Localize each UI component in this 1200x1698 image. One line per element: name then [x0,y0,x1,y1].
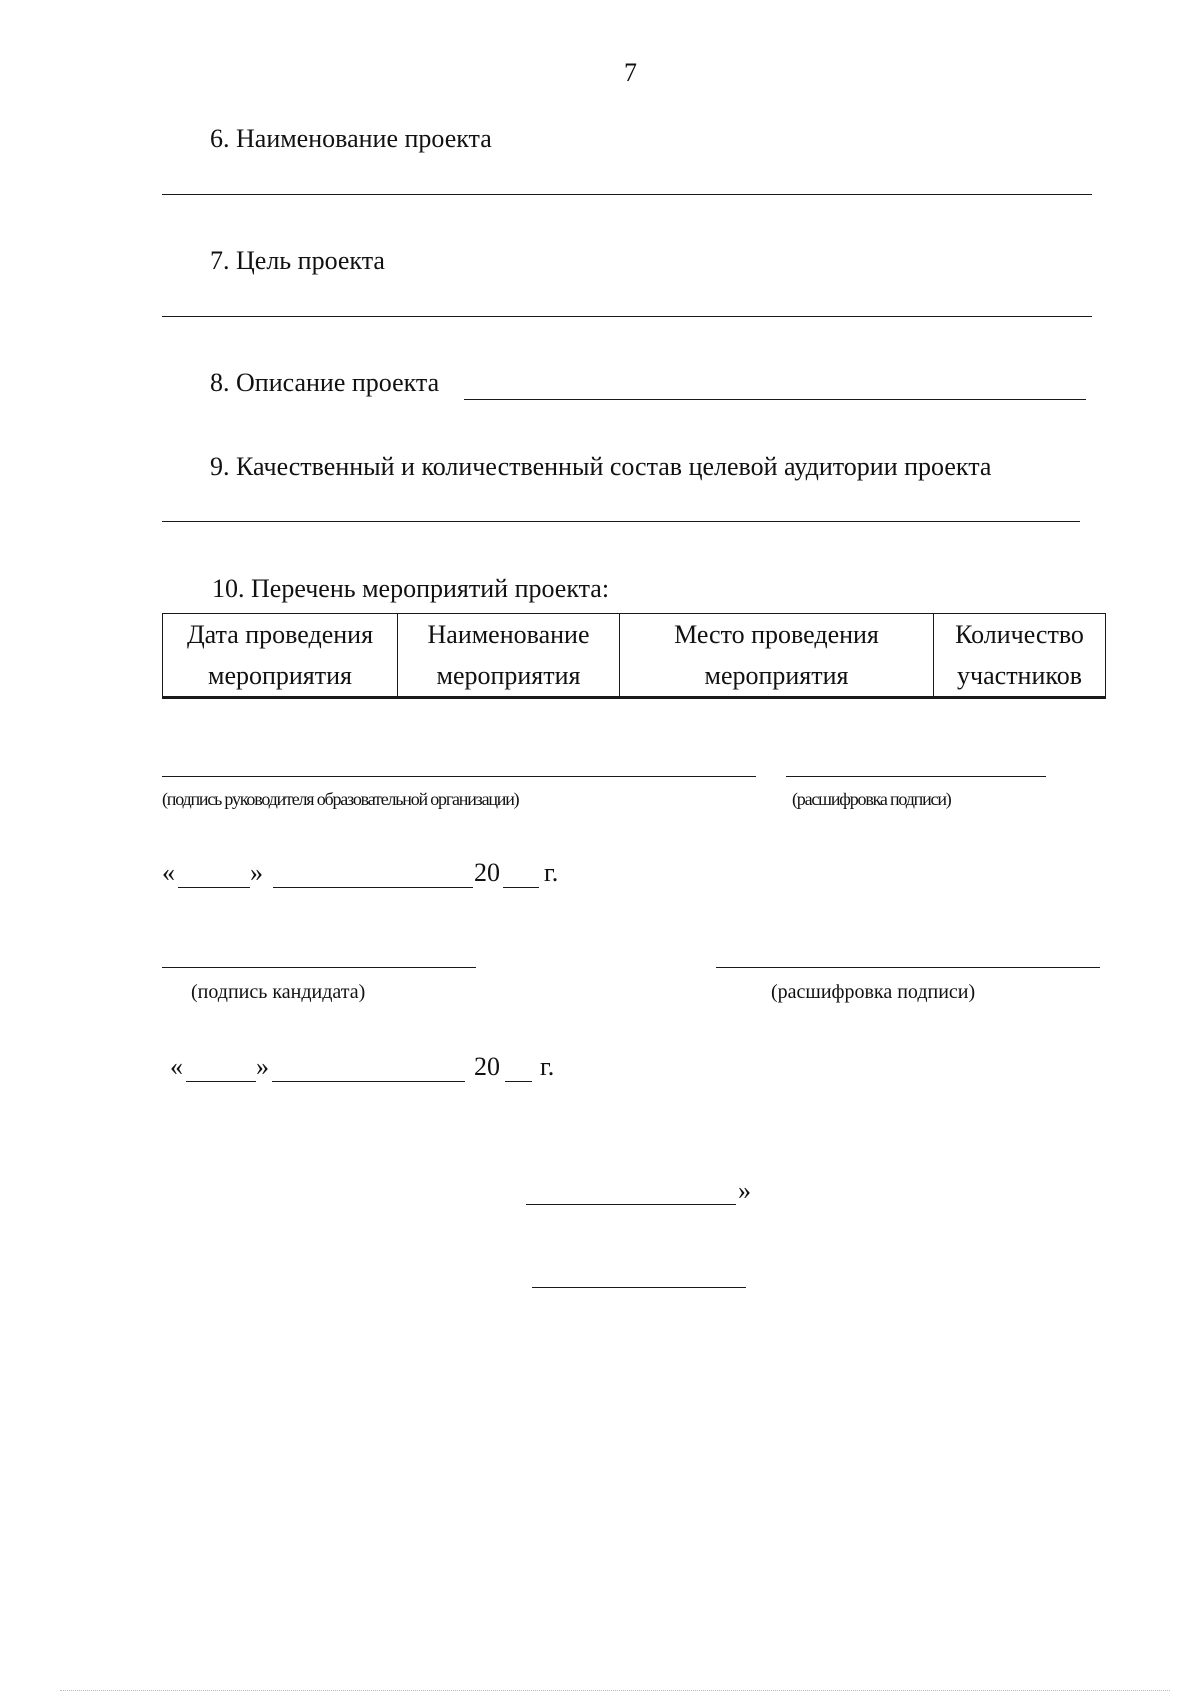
head-date-day-line[interactable] [178,887,250,888]
item-7-label: 7. Цель проекта [210,246,385,275]
item-10-label: 10. Перечень мероприятий проекта: [212,574,610,603]
header-event-place: Место проведения мероприятия [620,614,934,698]
head-decoding-line[interactable] [786,776,1046,777]
item-6-fill-line[interactable] [162,194,1092,195]
item-9-fill-line[interactable] [162,521,1080,522]
candidate-date-year-suffix: г. [540,1052,555,1081]
header-event-name: Наименование мероприятия [398,614,620,698]
item-7-fill-line[interactable] [162,316,1092,317]
events-table [162,613,1106,699]
head-date-year-suffix: г. [544,858,559,887]
scan-edge-dots [60,1690,1170,1691]
candidate-date-year-line[interactable] [505,1081,532,1082]
candidate-date-month-line[interactable] [272,1081,465,1082]
header-event-date: Дата проведения мероприятия [163,614,398,698]
candidate-signature-line[interactable] [162,967,476,968]
item-9-label: 9. Качественный и количественный состав целевой аудитории проекта [210,452,992,481]
candidate-decoding-caption: (расшифровка подписи) [771,981,976,1003]
candidate-date-close-quote: » [256,1052,269,1081]
bottom-line-2[interactable] [532,1287,746,1288]
head-signature-line[interactable] [162,776,756,777]
candidate-date-year-prefix: 20 [474,1052,500,1081]
head-decoding-caption: (расшифровка подписи) [792,789,951,809]
item-8-label: 8. Описание проекта [210,368,440,397]
head-date-open-quote: « [162,858,175,887]
head-date-month-line[interactable] [273,887,473,888]
item-6-label: 6. Наименование проекта [210,124,492,153]
page-number: 7 [624,58,637,87]
item-8-fill-line[interactable] [464,399,1086,400]
header-participants-count: Количество участников [934,614,1106,698]
candidate-date-open-quote: « [170,1052,183,1081]
head-signature-caption: (подпись руководителя образовательной организации) [162,789,519,809]
head-date-close-quote: » [250,858,263,887]
head-date-year-line[interactable] [503,887,539,888]
head-date-year-prefix: 20 [474,858,500,887]
candidate-decoding-line[interactable] [716,967,1100,968]
candidate-signature-caption: (подпись кандидата) [191,981,366,1003]
bottom-close-quote: » [738,1176,751,1205]
events-table-header-row [163,614,1106,698]
bottom-line-1[interactable] [526,1204,736,1205]
candidate-date-day-line[interactable] [186,1081,256,1082]
